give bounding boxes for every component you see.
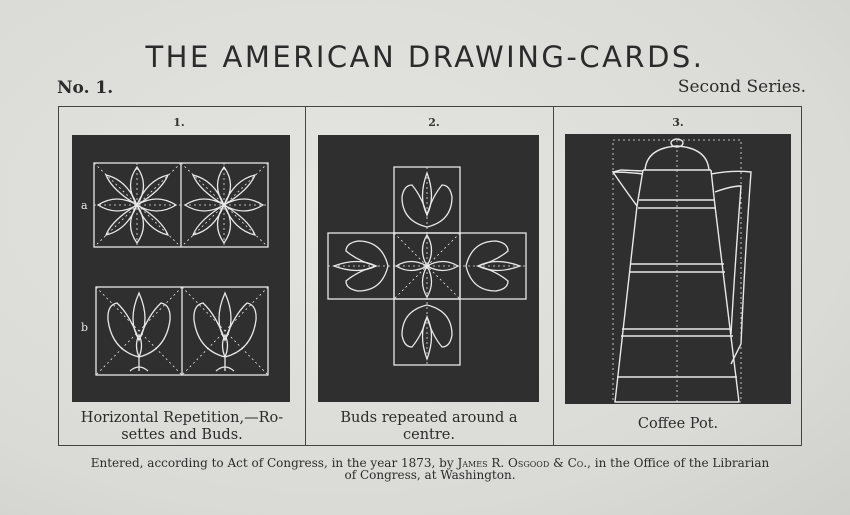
figure-divider bbox=[553, 106, 554, 446]
figure-3-panel bbox=[565, 134, 791, 404]
card-title: THE AMERICAN DRAWING-CARDS. bbox=[145, 40, 705, 74]
figure-1-caption bbox=[64, 410, 300, 444]
caption-line: Coffee Pot. bbox=[637, 416, 719, 432]
copyright-text: , in the Office of the Librarian bbox=[587, 456, 770, 470]
figure-2-caption bbox=[318, 410, 540, 444]
rosettes-and-buds-drawing bbox=[72, 135, 290, 402]
figure-3-number: 3. bbox=[672, 116, 684, 129]
caption-line: Horizontal Repetition,—Ro- bbox=[80, 410, 284, 426]
figure-1-number: 1. bbox=[173, 116, 185, 129]
figure-3-caption bbox=[565, 416, 791, 433]
copyright-line-2: of Congress, at Washington. bbox=[344, 468, 516, 482]
coffee-pot-drawing bbox=[565, 134, 791, 404]
figure-2-panel bbox=[318, 135, 539, 402]
row-b-label: b bbox=[81, 321, 89, 334]
caption-line: centre. bbox=[403, 427, 455, 443]
caption-line: settes and Buds. bbox=[121, 427, 243, 443]
card-number: No. 1. bbox=[57, 78, 114, 98]
publisher-name: James R. Osgood & Co. bbox=[457, 456, 588, 470]
figure-divider bbox=[305, 106, 306, 446]
series-label: Second Series. bbox=[677, 77, 806, 97]
copyright-notice bbox=[40, 457, 820, 481]
figure-2-number: 2. bbox=[428, 116, 440, 129]
buds-around-centre-drawing bbox=[318, 135, 539, 402]
copyright-text: Entered, according to Act of Congress, in the year 1873, by bbox=[90, 456, 458, 470]
caption-line: Buds repeated around a bbox=[340, 410, 518, 426]
row-a-label: a bbox=[81, 199, 88, 212]
figure-1-panel bbox=[72, 135, 290, 402]
